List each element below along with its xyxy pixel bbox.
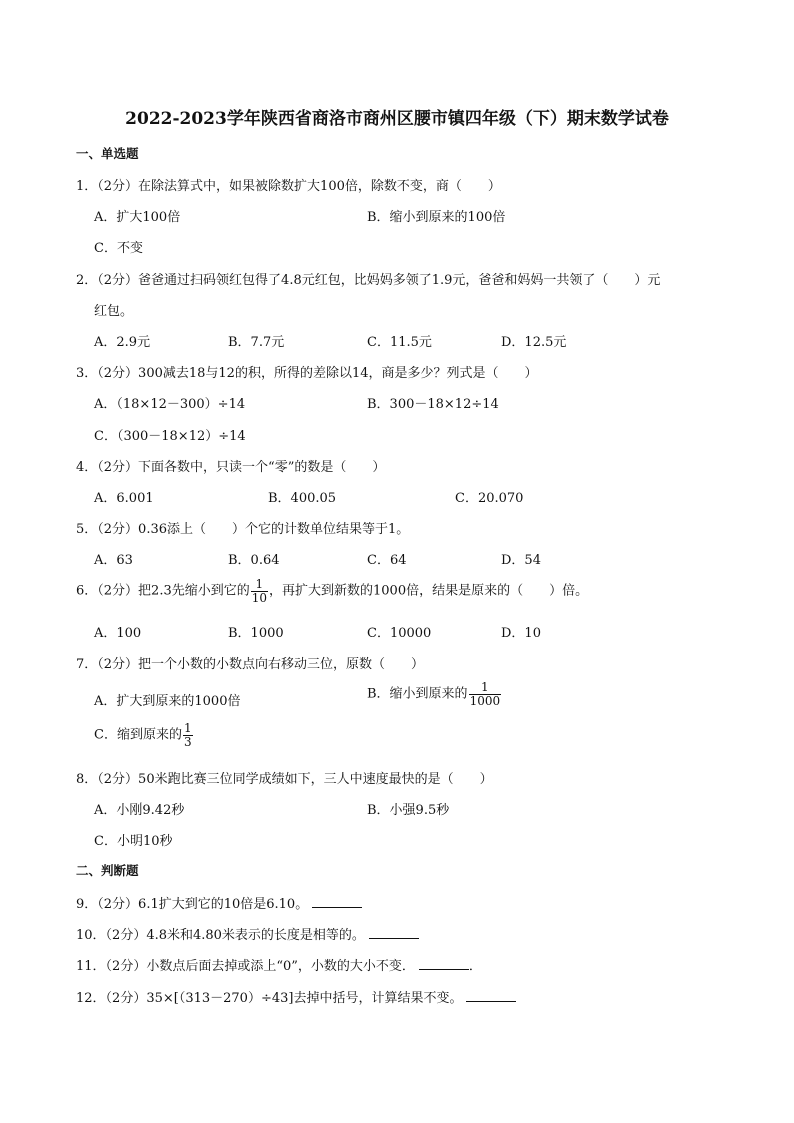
q12-text: 12．（2分）35×[（313－270）÷43]去掉中括号，计算结果不变。	[76, 991, 463, 1006]
q10-answer-blank[interactable]	[369, 926, 419, 939]
q5-option-d[interactable]: D．54	[501, 553, 541, 568]
q5-option-b[interactable]: B．0.64	[228, 553, 280, 568]
q7-option-a[interactable]: A．扩大到原来的1000倍	[94, 694, 241, 709]
page-title: 2022-2023学年陕西省商洛市商州区腰市镇四年级（下）期末数学试卷	[125, 109, 669, 129]
q4-option-a[interactable]: A．6.001	[94, 491, 154, 506]
q6-option-c[interactable]: C．10000	[367, 626, 432, 641]
q7-c-numerator: 1	[183, 721, 192, 735]
question-2-continued: 红包。	[94, 304, 134, 319]
q11-tail: ．	[468, 959, 482, 974]
q6-fraction	[251, 578, 268, 604]
q7-option-c[interactable]	[94, 722, 194, 748]
q9-text: 9．（2分）6.1扩大到它的10倍是6.10。	[76, 897, 309, 912]
question-9	[76, 893, 362, 912]
q6-option-a[interactable]: A．100	[94, 626, 142, 641]
q6-text-pre: 6．（2分）把2.3先缩小到它的	[76, 583, 250, 599]
question-12	[76, 987, 516, 1006]
q7-b-numerator: 1	[481, 680, 489, 694]
q1-option-c[interactable]: C．不变	[94, 241, 143, 256]
q6-fraction-denominator: 10	[251, 590, 267, 605]
question-8: 8．（2分）50米跑比赛三位同学成绩如下，三人中速度最快的是（ ）	[76, 772, 493, 787]
section-heading-judgement: 二、判断题	[76, 863, 139, 878]
q7-b-denominator: 1000	[469, 693, 501, 708]
q7-option-b-text: B．缩小到原来的	[367, 686, 468, 702]
q8-option-c[interactable]: C．小明10秒	[94, 834, 173, 849]
q4-option-c[interactable]: C．20.070	[455, 491, 524, 506]
q7-option-c-fraction	[183, 722, 193, 748]
q8-option-a[interactable]: A．小刚9.42秒	[94, 803, 185, 818]
question-4: 4．（2分）下面各数中，只读一个“零”的数是（ ）	[76, 460, 386, 475]
q6-fraction-numerator: 1	[255, 577, 264, 591]
q11-text: 11．（2分）小数点后面去掉或添上“0”，小数的大小不变．	[76, 959, 415, 974]
q6-text-post: ，再扩大到新数的1000倍，结果是原来的（ ）倍。	[269, 583, 589, 599]
q2-option-a[interactable]: A．2.9元	[94, 335, 151, 350]
q4-option-b[interactable]: B．400.05	[268, 491, 337, 506]
q2-option-d[interactable]: D．12.5元	[501, 335, 567, 350]
q12-answer-blank[interactable]	[466, 989, 516, 1002]
q7-c-denominator: 3	[183, 734, 192, 749]
question-3: 3．（2分）300减去18与12的积，所得的差除以14，商是多少？列式是（ ）	[76, 366, 538, 381]
q5-option-c[interactable]: C．64	[367, 553, 407, 568]
q2-option-c[interactable]: C．11.5元	[367, 335, 432, 350]
question-7: 7．（2分）把一个小数的小数点向右移动三位，原数（ ）	[76, 657, 425, 672]
q3-option-a[interactable]: A．（18×12－300）÷14	[94, 397, 246, 412]
q1-option-a[interactable]: A．扩大100倍	[94, 210, 181, 225]
question-2: 2．（2分）爸爸通过扫码领红包得了4.8元红包，比妈妈多领了1.9元，爸爸和妈妈一共领了（ ）元	[76, 273, 661, 288]
q6-option-b[interactable]: B．1000	[228, 626, 284, 641]
q5-option-a[interactable]: A．63	[94, 553, 133, 568]
q11-answer-blank[interactable]	[419, 957, 469, 970]
q6-option-d[interactable]: D．10	[501, 626, 541, 641]
q3-option-b[interactable]: B．300－18×12÷14	[367, 397, 499, 412]
question-10	[76, 924, 419, 943]
section-heading-single-choice: 一、单选题	[76, 146, 139, 161]
q2-option-b[interactable]: B．7.7元	[228, 335, 285, 350]
q7-option-c-text: C．缩到原来的	[94, 727, 182, 743]
q7-option-b[interactable]	[367, 681, 502, 707]
q9-answer-blank[interactable]	[312, 895, 362, 908]
q7-option-b-fraction	[469, 681, 502, 707]
question-6	[76, 578, 588, 604]
q3-option-c[interactable]: C．（300－18×12）÷14	[94, 429, 246, 444]
question-1: 1．（2分）在除法算式中，如果被除数扩大100倍，除数不变，商（ ）	[76, 179, 501, 194]
question-11	[76, 955, 482, 974]
q1-option-b[interactable]: B．缩小到原来的100倍	[367, 210, 506, 225]
question-5: 5．（2分）0.36添上（ ）个它的计数单位结果等于1。	[76, 522, 410, 537]
q10-text: 10．（2分）4.8米和4.80米表示的长度是相等的。	[76, 928, 365, 943]
q8-option-b[interactable]: B．小强9.5秒	[367, 803, 450, 818]
